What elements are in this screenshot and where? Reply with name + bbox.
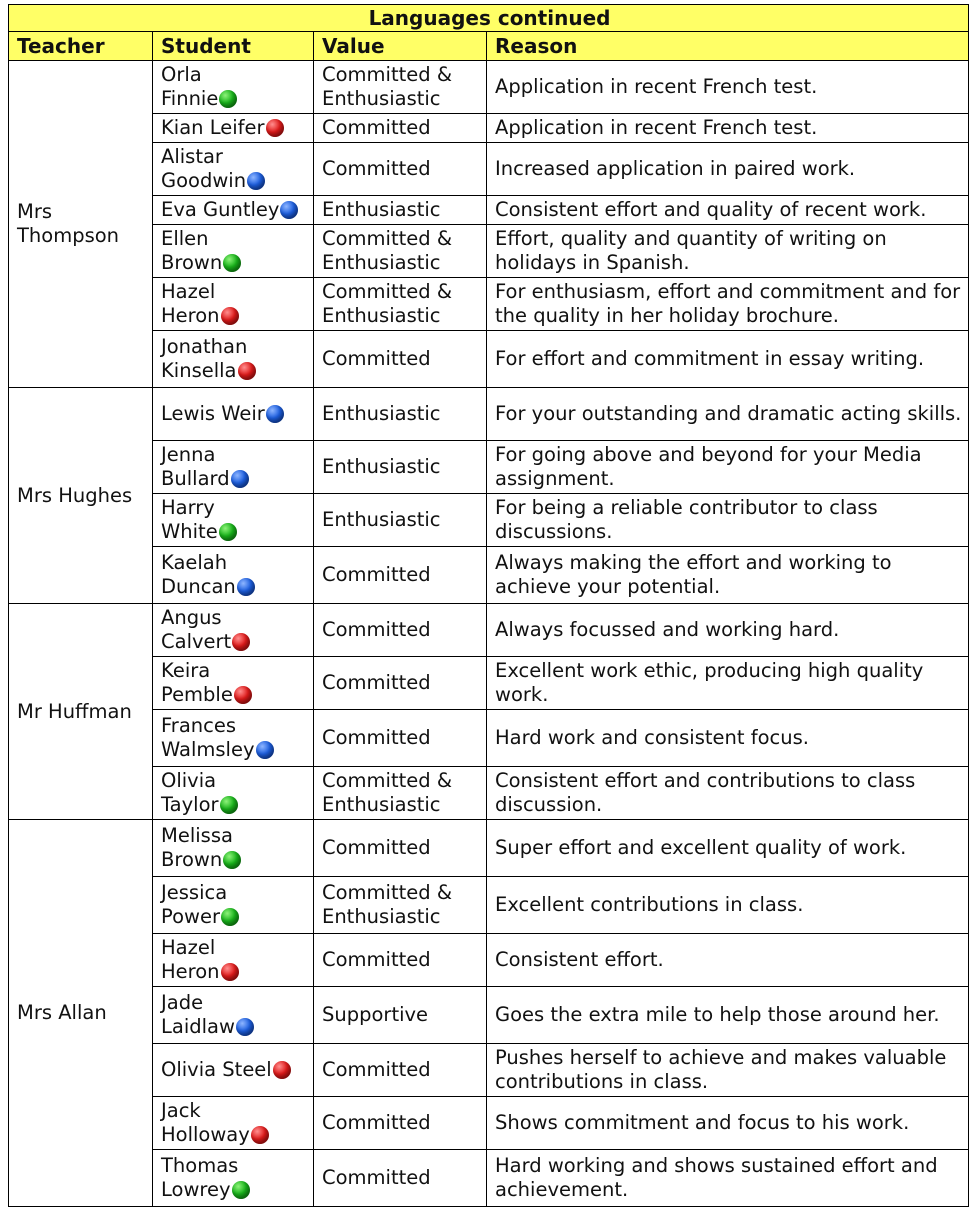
house-blue-dot-icon (247, 172, 265, 190)
student-last-name: Bullard (161, 467, 230, 490)
student-name: Kian Leifer (161, 116, 265, 139)
value-line-1: Committed (322, 116, 431, 139)
house-green-dot-icon (223, 254, 241, 272)
value-cell (314, 604, 487, 657)
student-cell (153, 547, 314, 604)
student-last-name: Laidlaw (161, 1015, 235, 1038)
value-line-1: Committed (322, 618, 431, 641)
reason-cell: For effort and commitment in essay writing. (487, 331, 969, 388)
student-last-name: Kinsella (161, 359, 237, 382)
value-cell (314, 1097, 487, 1150)
house-red-dot-icon (251, 1126, 269, 1144)
value-line-1: Enthusiastic (322, 198, 441, 221)
student-cell (153, 143, 314, 196)
table-row (9, 143, 969, 196)
student-first-name: Jonathan (161, 335, 248, 358)
reason-cell: Excellent contributions in class. (487, 877, 969, 934)
student-cell (153, 278, 314, 331)
house-green-dot-icon (223, 851, 241, 869)
header-student: Student (153, 32, 314, 61)
value-line-2: Enthusiastic (322, 905, 441, 928)
student-last-name: Finnie (161, 87, 219, 110)
student-last-name: Goodwin (161, 169, 247, 192)
value-line-1: Committed (322, 948, 431, 971)
student-last-name: Brown (161, 251, 223, 274)
table-row (9, 441, 969, 494)
student-first-name: Jenna (161, 443, 216, 466)
student-first-name: Alistar (161, 145, 223, 168)
student-last-name: White (161, 520, 218, 543)
value-line-1: Committed (322, 1111, 431, 1134)
table-row (9, 1097, 969, 1150)
teacher-cell: Mr Huffman (9, 604, 153, 820)
student-cell (153, 225, 314, 278)
reason-cell: Hard working and shows sustained effort and achievement. (487, 1150, 969, 1207)
teacher-cell: Mrs Allan (9, 820, 153, 1207)
value-cell (314, 987, 487, 1044)
value-cell (314, 710, 487, 767)
value-cell (314, 1044, 487, 1097)
house-red-dot-icon (238, 362, 256, 380)
student-first-name: Keira (161, 659, 211, 682)
value-line-1: Committed (322, 1166, 431, 1189)
reason-cell: For going above and beyond for your Media assignment. (487, 441, 969, 494)
value-cell (314, 657, 487, 710)
table-row (9, 225, 969, 278)
student-first-name: Olivia (161, 769, 217, 792)
house-green-dot-icon (219, 523, 237, 541)
reason-cell: Consistent effort and quality of recent work. (487, 196, 969, 225)
student-cell (153, 1150, 314, 1207)
student-cell (153, 114, 314, 143)
table-row (9, 710, 969, 767)
table-body (9, 61, 969, 1207)
value-line-1: Committed (322, 1058, 431, 1081)
value-line-1: Committed (322, 563, 431, 586)
value-line-1: Committed & (322, 881, 453, 904)
table-row (9, 388, 969, 441)
value-line-1: Committed & (322, 63, 453, 86)
house-red-dot-icon (273, 1061, 291, 1079)
table-row (9, 934, 969, 987)
value-cell (314, 820, 487, 877)
student-last-name: Holloway (161, 1123, 250, 1146)
student-last-name: Power (161, 905, 220, 928)
student-cell (153, 196, 314, 225)
house-blue-dot-icon (266, 405, 284, 423)
reason-cell: Super effort and excellent quality of work. (487, 820, 969, 877)
house-red-dot-icon (266, 119, 284, 137)
reason-cell: For being a reliable contributor to class discussions. (487, 494, 969, 547)
house-red-dot-icon (234, 686, 252, 704)
student-first-name: Melissa (161, 824, 233, 847)
house-green-dot-icon (220, 796, 238, 814)
student-last-name: Heron (161, 304, 220, 327)
student-cell (153, 61, 314, 114)
table-row (9, 196, 969, 225)
teacher-cell: Mrs Thompson (9, 61, 153, 388)
student-first-name: Thomas (161, 1154, 239, 1177)
student-name: Eva Guntley (161, 198, 280, 221)
student-first-name: Hazel (161, 936, 216, 959)
value-line-1: Enthusiastic (322, 508, 441, 531)
student-cell (153, 604, 314, 657)
student-first-name: Orla (161, 63, 202, 86)
student-last-name: Duncan (161, 575, 236, 598)
reason-cell: Always making the effort and working to achieve your potential. (487, 547, 969, 604)
table-row (9, 1044, 969, 1097)
value-cell (314, 877, 487, 934)
value-line-2: Enthusiastic (322, 304, 441, 327)
value-cell (314, 61, 487, 114)
reason-cell: Application in recent French test. (487, 61, 969, 114)
house-blue-dot-icon (236, 1018, 254, 1036)
value-line-1: Enthusiastic (322, 402, 441, 425)
table-row (9, 657, 969, 710)
reason-cell: Pushes herself to achieve and makes valuable contributions in class. (487, 1044, 969, 1097)
value-cell (314, 278, 487, 331)
student-cell (153, 388, 314, 441)
student-last-name: Taylor (161, 793, 219, 816)
value-cell (314, 547, 487, 604)
value-cell (314, 114, 487, 143)
reason-cell: Excellent work ethic, producing high quality work. (487, 657, 969, 710)
house-red-dot-icon (232, 633, 250, 651)
value-cell (314, 225, 487, 278)
house-blue-dot-icon (280, 201, 298, 219)
reason-cell: Consistent effort. (487, 934, 969, 987)
student-cell (153, 441, 314, 494)
student-cell (153, 987, 314, 1044)
student-first-name: Jack (161, 1099, 201, 1122)
table-row (9, 820, 969, 877)
student-cell (153, 1097, 314, 1150)
value-line-1: Committed & (322, 280, 453, 303)
house-blue-dot-icon (231, 470, 249, 488)
value-line-1: Supportive (322, 1003, 429, 1026)
header-reason: Reason (487, 32, 969, 61)
table-row (9, 547, 969, 604)
student-last-name: Lowrey (161, 1178, 231, 1201)
student-first-name: Hazel (161, 280, 216, 303)
value-cell (314, 388, 487, 441)
value-cell (314, 494, 487, 547)
value-line-2: Enthusiastic (322, 87, 441, 110)
header-teacher: Teacher (9, 32, 153, 61)
student-last-name: Walmsley (161, 738, 255, 761)
value-line-1: Committed & (322, 769, 453, 792)
student-cell (153, 934, 314, 987)
student-cell (153, 657, 314, 710)
value-cell (314, 331, 487, 388)
value-line-1: Enthusiastic (322, 455, 441, 478)
table-row (9, 767, 969, 820)
student-cell (153, 494, 314, 547)
table-row (9, 877, 969, 934)
student-first-name: Kaelah (161, 551, 228, 574)
value-cell (314, 196, 487, 225)
reason-cell: Consistent effort and contributions to class discussion. (487, 767, 969, 820)
house-green-dot-icon (219, 90, 237, 108)
student-cell (153, 767, 314, 820)
student-cell (153, 331, 314, 388)
student-first-name: Frances (161, 714, 237, 737)
house-red-dot-icon (221, 963, 239, 981)
header-value: Value (314, 32, 487, 61)
student-name: Lewis Weir (161, 402, 265, 425)
student-last-name: Calvert (161, 630, 232, 653)
table-row (9, 61, 969, 114)
house-blue-dot-icon (256, 741, 274, 759)
student-first-name: Jade (161, 991, 204, 1014)
reason-cell: Shows commitment and focus to his work. (487, 1097, 969, 1150)
table-row (9, 604, 969, 657)
reason-cell: For enthusiasm, effort and commitment and for the quality in her holiday brochure. (487, 278, 969, 331)
reason-cell: Hard work and consistent focus. (487, 710, 969, 767)
student-cell (153, 1044, 314, 1097)
house-green-dot-icon (232, 1181, 250, 1199)
student-name: Olivia Steel (161, 1058, 272, 1081)
table-row (9, 987, 969, 1044)
value-line-2: Enthusiastic (322, 251, 441, 274)
value-line-1: Committed (322, 347, 431, 370)
student-cell (153, 820, 314, 877)
student-cell (153, 877, 314, 934)
reason-cell: Effort, quality and quantity of writing on holidays in Spanish. (487, 225, 969, 278)
student-first-name: Harry (161, 496, 215, 519)
value-line-1: Committed (322, 671, 431, 694)
student-first-name: Angus (161, 606, 222, 629)
house-green-dot-icon (221, 908, 239, 926)
reason-cell: Application in recent French test. (487, 114, 969, 143)
student-first-name: Jessica (161, 881, 228, 904)
reason-cell: Increased application in paired work. (487, 143, 969, 196)
house-blue-dot-icon (237, 578, 255, 596)
value-line-1: Committed (322, 157, 431, 180)
value-line-1: Committed (322, 726, 431, 749)
house-red-dot-icon (221, 307, 239, 325)
value-line-1: Committed & (322, 227, 453, 250)
table-row (9, 494, 969, 547)
table-row (9, 1150, 969, 1207)
value-cell (314, 1150, 487, 1207)
value-line-1: Committed (322, 836, 431, 859)
value-cell (314, 767, 487, 820)
value-line-2: Enthusiastic (322, 793, 441, 816)
reason-cell: Goes the extra mile to help those around her. (487, 987, 969, 1044)
value-cell (314, 143, 487, 196)
student-last-name: Heron (161, 960, 220, 983)
student-cell (153, 710, 314, 767)
reason-cell: For your outstanding and dramatic acting skills. (487, 388, 969, 441)
table-title: Languages continued (9, 5, 969, 32)
table-row (9, 278, 969, 331)
student-first-name: Ellen (161, 227, 209, 250)
student-last-name: Pemble (161, 683, 233, 706)
awards-table (8, 4, 969, 1207)
value-cell (314, 934, 487, 987)
table-row (9, 331, 969, 388)
student-last-name: Brown (161, 848, 223, 871)
value-cell (314, 441, 487, 494)
table-row (9, 114, 969, 143)
reason-cell: Always focussed and working hard. (487, 604, 969, 657)
teacher-cell: Mrs Hughes (9, 388, 153, 604)
